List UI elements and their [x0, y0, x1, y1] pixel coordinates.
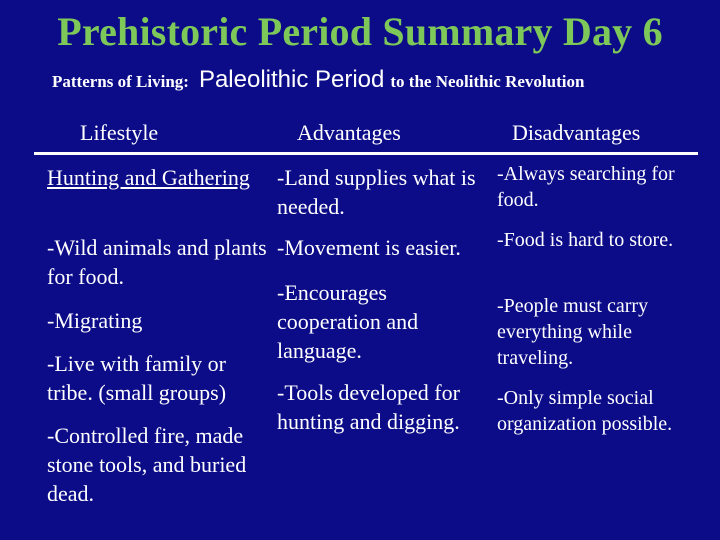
column-header-advantages: Advantages	[297, 120, 401, 145]
advantage-item: -Encourages cooperation and language.	[277, 280, 419, 363]
lifestyle-item: -Live with family or tribe. (small groups)	[47, 351, 227, 405]
subtitle-suffix: to the Neolithic Revolution	[390, 72, 585, 91]
lifestyle-item: -Controlled fire, made stone tools, and buried dead.	[47, 423, 247, 506]
disadvantage-item: -Only simple social organization possible.	[497, 387, 673, 435]
disadvantage-item: -Always searching for food.	[497, 163, 675, 211]
disadvantage-item: -Food is hard to store.	[497, 229, 674, 251]
subtitle-prefix: Patterns of Living:	[52, 72, 189, 91]
header-divider	[34, 152, 698, 155]
column-header-disadvantages: Disadvantages	[512, 120, 641, 145]
slide-subtitle	[52, 66, 584, 94]
subtitle-main: Paleolithic Period	[198, 66, 385, 93]
advantage-item: -Tools developed for hunting and digging.	[277, 380, 460, 434]
advantage-item: -Land supplies what is needed.	[277, 165, 476, 219]
column-header-lifestyle: Lifestyle	[80, 120, 159, 145]
lifestyle-heading: Hunting and Gathering	[47, 165, 250, 190]
slide-title: Prehistoric Period Summary Day 6	[57, 9, 663, 54]
lifestyle-item: -Wild animals and plants for food.	[47, 235, 267, 289]
disadvantage-item: -People must carry everything while traveling.	[497, 295, 649, 369]
advantage-item: -Movement is easier.	[277, 235, 461, 260]
lifestyle-item: -Migrating	[47, 308, 143, 333]
